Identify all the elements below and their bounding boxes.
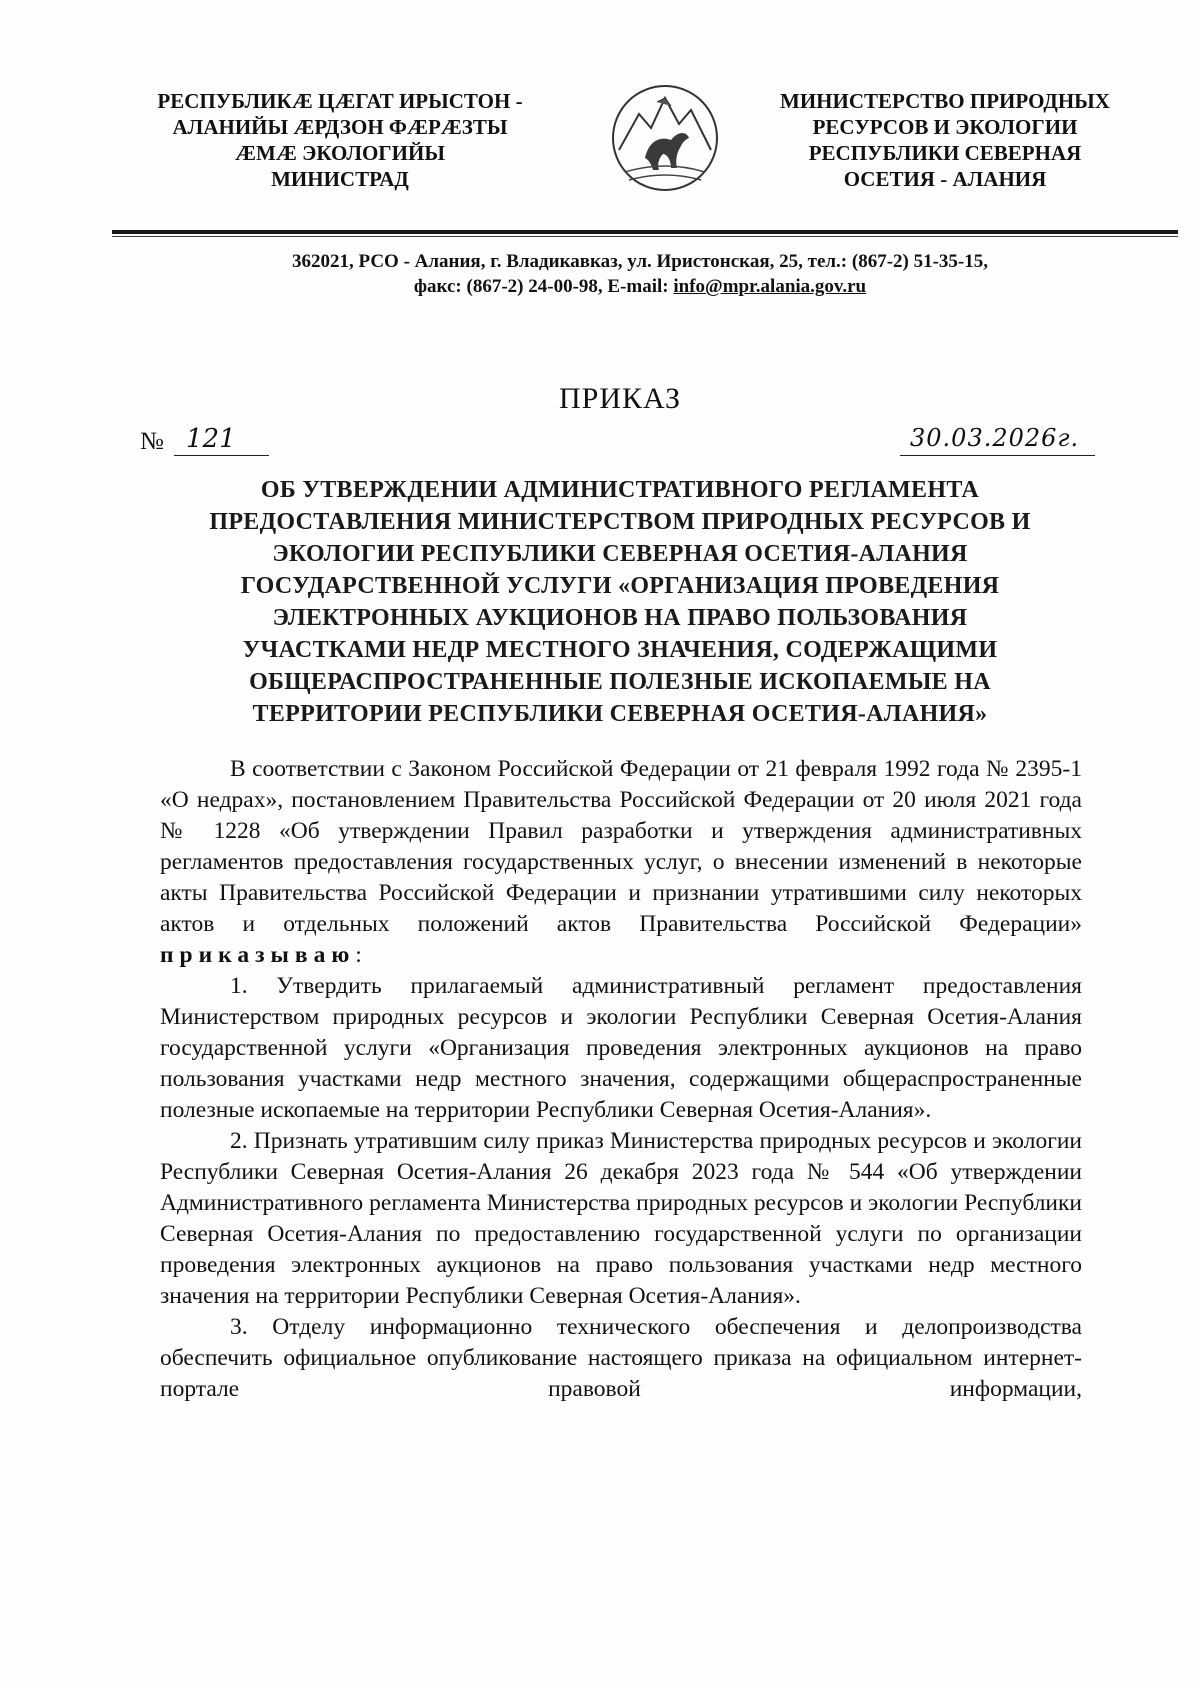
subject-line: ЭКОЛОГИИ РЕСПУБЛИКИ СЕВЕРНАЯ ОСЕТИЯ-АЛАНИЯ (272, 541, 968, 567)
order-body (160, 754, 1082, 1405)
order-number: 121 (186, 424, 236, 454)
header-right-line: РЕСУРСОВ И ЭКОЛОГИИ (812, 115, 1078, 139)
preamble-paragraph (160, 754, 1082, 971)
subject-line: УЧАСТКАМИ НЕДР МЕСТНОГО ЗНАЧЕНИЯ, СОДЕРЖАЩИМИ (242, 637, 998, 663)
order-keyword-colon: : (355, 942, 362, 968)
subject-line: ОБ УТВЕРЖДЕНИИ АДМИНИСТРАТИВНОГО РЕГЛАМЕНТА (260, 477, 980, 503)
header-left-line: АЛАНИЙЫ ÆРДЗОН ФÆРÆЗТЫ (172, 115, 508, 139)
header-divider-thin (112, 236, 1178, 237)
preamble-text: В соответствии с Законом Российской Федерации от 21 февраля 1992 года № 2395-1 «О недрах», постановлением Правительства Российской Федерации от 20 июля 2021 года № 1228 «Об утверждении Правил разработки и утверждения административных регламентов предоставления государственных услуг, о внесении изменений в некоторые акты Правительства Российской Федерации и признании утратившими силу некоторых актов и отдельных положений актов Правительства Российской Федерации» (160, 756, 1082, 937)
coat-of-arms-icon (605, 80, 725, 195)
address-line: 362021, РСО - Алания, г. Владикавказ, ул. Иристонская, 25, тел.: (867-2) 51-35-15, (291, 251, 988, 272)
order-date: 30.03.2026г. (910, 424, 1080, 452)
header-left-line: МИНИСТРАД (271, 167, 409, 191)
subject-line: ЭЛЕКТРОННЫХ АУКЦИОНОВ НА ПРАВО ПОЛЬЗОВАНИЯ (272, 605, 968, 631)
subject-line: ГОСУДАРСТВЕННОЙ УСЛУГИ «ОРГАНИЗАЦИЯ ПРОВЕДЕНИЯ (240, 573, 1000, 599)
contact-line (120, 275, 1160, 299)
document-title: ПРИКАЗ (559, 382, 681, 415)
header-right-line: МИНИСТЕРСТВО ПРИРОДНЫХ (780, 89, 1110, 113)
order-keyword: приказываю (160, 942, 356, 968)
order-number-underline (174, 455, 269, 456)
header-russian (760, 88, 1130, 192)
subject-line: ОБЩЕРАСПРОСТРАНЕННЫЕ ПОЛЕЗНЫЕ ИСКОПАЕМЫЕ НА (249, 669, 991, 695)
header-right-line: РЕСПУБЛИКИ СЕВЕРНАЯ (808, 141, 1082, 165)
header-left-line: ÆМÆ ЭКОЛОГИЙЫ (235, 141, 445, 165)
subject-line: ТЕРРИТОРИИ РЕСПУБЛИКИ СЕВЕРНАЯ ОСЕТИЯ-АЛАНИЯ» (252, 701, 988, 727)
header-divider (112, 230, 1178, 234)
item-1-paragraph: 1. Утвердить прилагаемый административный регламент предоставления Министерством природных ресурсов и экологии Республики Северная Осетия-Алания государственной услуги «Организация проведения электронных аукционов на право пользования участками недр местного значения, содержащими общераспространенные полезные ископаемые на территории Республики Северная Осетия-Алания». (160, 973, 1082, 1123)
item-2-paragraph: 2. Признать утратившим силу приказ Министерства природных ресурсов и экологии Республики Северная Осетия-Алания 26 декабря 2023 года № 544 «Об утверждении Административного регламента Министерства природных ресурсов и экологии Республики Северная Осетия-Алания по предоставлению государственной услуги по организации проведения электронных аукционов на право пользования участками недр местного значения на территории Республики Северная Осетия-Алания». (160, 1128, 1082, 1309)
item-3-paragraph: 3. Отделу информационно технического обеспечения и делопроизводства обеспечить официальное опубликование настоящего приказа на официальном интернет-портале правовой информации, (160, 1314, 1082, 1402)
order-subject (150, 474, 1090, 730)
header-ossetian (140, 88, 540, 192)
fax-text: факс: (867-2) 24-00-98, E-mail: (413, 276, 674, 297)
header-right-line: ОСЕТИЯ - АЛАНИЯ (843, 167, 1047, 191)
order-number-label: № (140, 428, 164, 455)
email-link[interactable]: info@mpr.alania.gov.ru (673, 276, 867, 297)
header-left-line: РЕСПУБЛИКÆ ЦÆГАТ ИРЫСТОН - (157, 89, 523, 113)
order-date-underline (900, 455, 1095, 456)
subject-line: ПРЕДОСТАВЛЕНИЯ МИНИСТЕРСТВОМ ПРИРОДНЫХ РЕСУРСОВ И (209, 509, 1031, 535)
